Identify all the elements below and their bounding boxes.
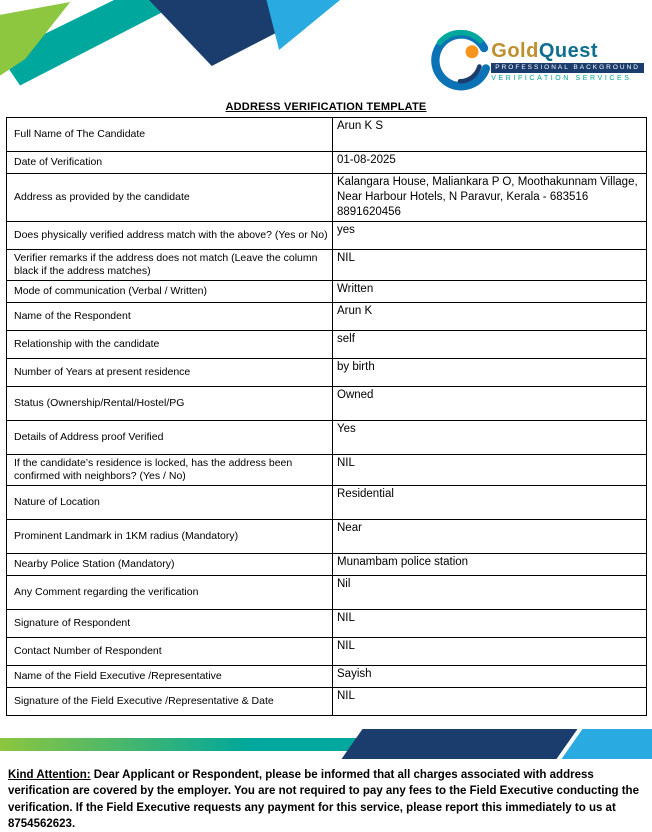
navy-stripe [341,729,577,759]
field-value: Written [333,281,647,303]
field-label: Prominent Landmark in 1KM radius (Mandatory) [7,520,333,554]
table-row [7,455,647,486]
page-title: ADDRESS VERIFICATION TEMPLATE [225,101,427,113]
table-row [7,174,647,222]
table-row [7,118,647,152]
field-label: Mode of communication (Verbal / Written) [7,281,333,303]
field-value: Near [333,520,647,554]
table-row [7,359,647,387]
field-value: Owned [333,387,647,421]
field-value: yes [333,221,647,249]
field-label: Does physically verified address match with the above? (Yes or No) [7,221,333,249]
logo-swirl-icon [423,24,497,98]
field-label: Details of Address proof Verified [7,421,333,455]
field-label: Name of the Field Executive /Representative [7,666,333,688]
field-label: Number of Years at present residence [7,359,333,387]
field-value: NIL [333,638,647,666]
company-logo [423,24,644,98]
field-value: NIL [333,610,647,638]
table-row [7,638,647,666]
field-label: Any Comment regarding the verification [7,576,333,610]
field-label: Nature of Location [7,486,333,520]
table-row [7,221,647,249]
verification-table [6,117,647,716]
field-value: by birth [333,359,647,387]
logo-text [491,41,644,82]
field-value: Nil [333,576,647,610]
logo-gold-text: Gold [491,39,539,62]
table-row [7,554,647,576]
table-row [7,610,647,638]
kind-attention-note [8,767,646,832]
table-row [7,520,647,554]
table-row [7,281,647,303]
logo-tagline-2: VERIFICATION SERVICES [491,74,632,82]
lightblue-stripe [561,729,652,759]
field-label: Full Name of The Candidate [7,118,333,152]
table-row [7,387,647,421]
table-row [7,249,647,280]
document-content [0,101,652,716]
field-value: Sayish [333,666,647,688]
table-row [7,576,647,610]
field-value: Arun K [333,303,647,331]
field-label: Name of the Respondent [7,303,333,331]
field-label: Relationship with the candidate [7,331,333,359]
field-value: Residential [333,486,647,520]
field-label: Verifier remarks if the address does not match (Leave the column black if the address matches) [7,249,333,280]
field-label: Contact Number of Respondent [7,638,333,666]
table-row [7,486,647,520]
table-row [7,303,647,331]
field-label: Date of Verification [7,152,333,174]
field-label: If the candidate’s residence is locked, has the address been confirmed with neighbors? (Yes / No) [7,455,333,486]
field-value: Munambam police station [333,554,647,576]
field-label: Address as provided by the candidate [7,174,333,222]
field-value: 01-08-2025 [333,152,647,174]
field-label: Signature of Respondent [7,610,333,638]
field-label: Signature of the Field Executive /Representative & Date [7,688,333,716]
table-row [7,152,647,174]
table-row [7,688,647,716]
field-value: NIL [333,455,647,486]
logo-quest-text: Quest [538,39,598,62]
logo-tagline-1: PROFESSIONAL BACKGROUND [491,63,644,73]
field-label: Nearby Police Station (Mandatory) [7,554,333,576]
logo-wordmark [491,41,598,61]
field-value: NIL [333,249,647,280]
field-value: Kalangara House, Maliankara P O, Moothakunnam Village, Near Harbour Hotels, N Paravur, Kerala - 683516 8891620456 [333,174,647,222]
kind-attention-label: Kind Attention: [8,769,91,781]
table-row [7,666,647,688]
kind-attention-body: Dear Applicant or Respondent, please be informed that all charges associated with address verification are covered by the employer. You are not required to pay any fees to the Field Executive conducting the verification. If the Field Executive requests any payment for this service, please report this immediately to us at 8754562623. [8,769,639,830]
bottom-banner-decoration [0,727,652,769]
field-value: self [333,331,647,359]
field-value: Arun K S [333,118,647,152]
table-row [7,331,647,359]
field-value: NIL [333,688,647,716]
field-value: Yes [333,421,647,455]
table-row [7,421,647,455]
field-label: Status (Ownership/Rental/Hostel/PG [7,387,333,421]
